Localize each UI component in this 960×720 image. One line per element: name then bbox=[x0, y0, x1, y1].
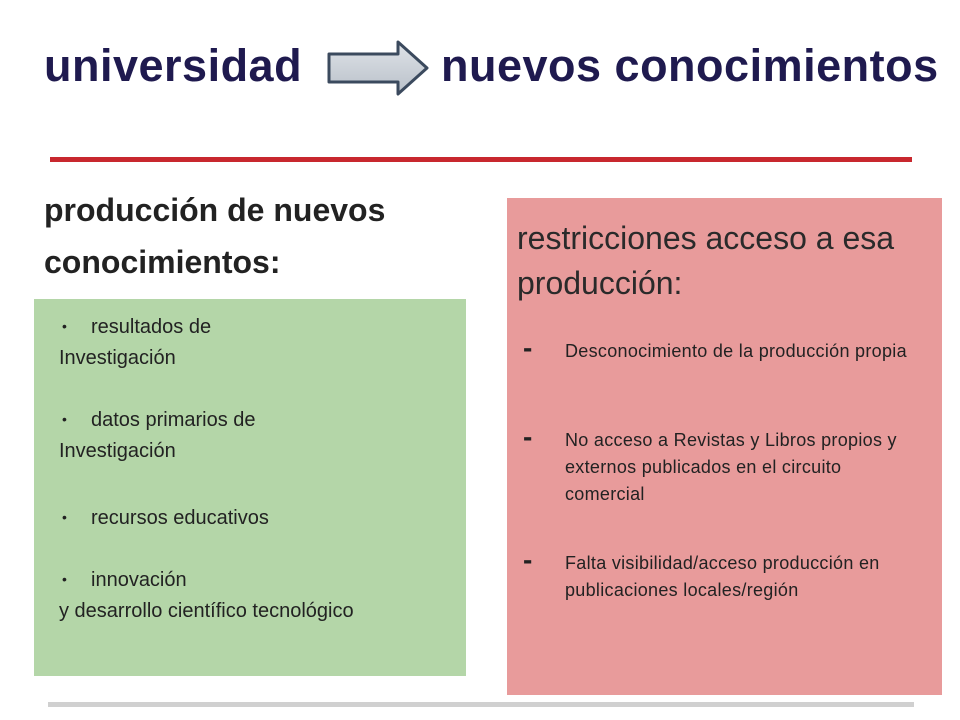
bullet-icon: • bbox=[62, 411, 67, 427]
dash-bullet-icon: - bbox=[523, 544, 533, 575]
restrictions-panel bbox=[507, 198, 942, 695]
restriction-text: No acceso a Revistas y Libros propios y externos publicados en el circuito comercial bbox=[565, 430, 897, 504]
bullet-icon: • bbox=[62, 509, 67, 525]
list-item bbox=[59, 502, 459, 534]
list-item-rest: Investigación bbox=[59, 440, 176, 462]
right-arrow-icon bbox=[326, 40, 430, 96]
list-item-first-line: innovación bbox=[91, 569, 187, 591]
title-nuevos-conocimientos: nuevos conocimientos bbox=[441, 40, 939, 91]
red-divider bbox=[50, 157, 912, 162]
list-item bbox=[59, 404, 459, 467]
list-item-rest: Investigación bbox=[59, 347, 176, 369]
restriction-text: Falta visibilidad/acceso producción en publicaciones locales/región bbox=[565, 553, 880, 600]
dash-bullet-icon: - bbox=[523, 421, 533, 452]
title-universidad: universidad bbox=[44, 40, 303, 91]
gray-divider bbox=[48, 702, 914, 707]
list-item bbox=[59, 311, 459, 374]
right-heading: restricciones acceso a esa producción: bbox=[517, 220, 895, 301]
bullet-icon: • bbox=[62, 571, 67, 587]
bullet-icon: • bbox=[62, 318, 67, 334]
list-item-first-line: datos primarios de bbox=[91, 409, 256, 431]
left-heading: producción de nuevos conocimientos: bbox=[44, 192, 386, 280]
list-item-first-line: resultados de bbox=[91, 316, 212, 338]
list-item bbox=[59, 564, 459, 627]
dash-bullet-icon: - bbox=[523, 332, 533, 363]
restriction-text: Desconocimiento de la producción propia bbox=[565, 341, 907, 361]
production-list-panel bbox=[34, 299, 466, 676]
list-item-rest: y desarrollo científico tecnológico bbox=[59, 600, 354, 622]
list-item-first-line: recursos educativos bbox=[91, 507, 269, 529]
